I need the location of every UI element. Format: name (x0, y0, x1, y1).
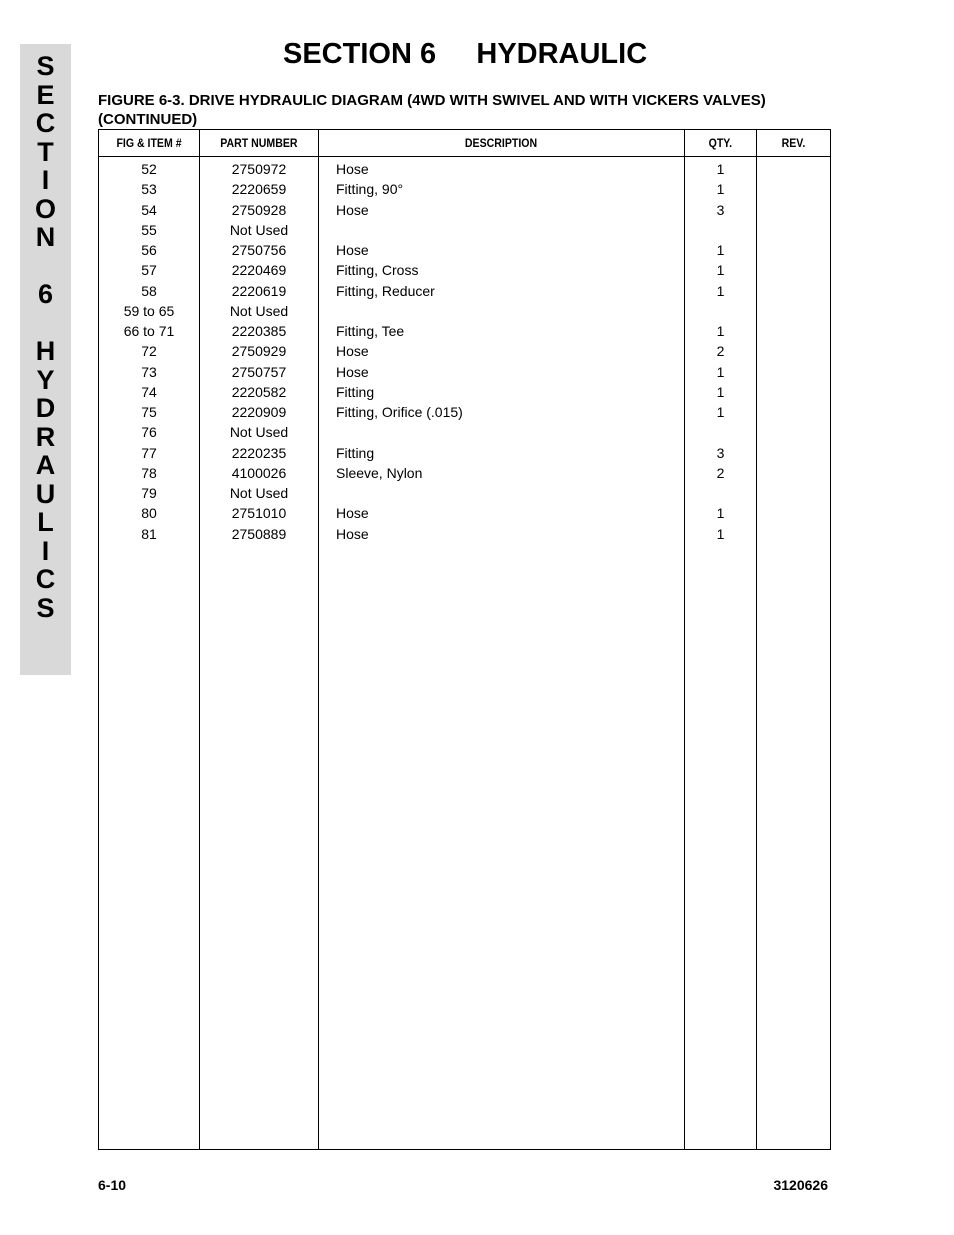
side-tab-letter: A (35, 450, 56, 480)
part-number-cell: Not Used (229, 424, 289, 441)
description-column (319, 157, 685, 1150)
description-cell: Hose (336, 242, 369, 258)
part-number-cell: 2751010 (231, 505, 287, 522)
rev-cell (757, 341, 830, 361)
item-cell: 75 (141, 404, 157, 420)
col-header-description: DESCRIPTION (319, 130, 685, 157)
rev-cell (757, 483, 830, 503)
description-cell (319, 301, 684, 321)
rev-cell (757, 220, 830, 240)
description-cell: Fitting, Cross (336, 262, 419, 279)
rev-cell (757, 402, 830, 422)
qty-cell: 1 (716, 363, 725, 380)
parts-table (98, 129, 831, 1150)
item-cell: 59 to 65 (123, 302, 175, 319)
rev-cell (757, 260, 830, 280)
qty-cell: 1 (716, 181, 725, 198)
side-tab-letter: D (35, 393, 56, 423)
rev-cell (757, 281, 830, 301)
rev-cell (757, 240, 830, 260)
item-cell: 80 (141, 505, 157, 522)
description-cell: Hose (336, 505, 369, 522)
qty-cell: 1 (716, 383, 725, 400)
description-cell: Hose (336, 525, 369, 542)
qty-cell: 1 (716, 282, 725, 299)
rev-cell (757, 503, 830, 523)
qty-cell: 1 (716, 262, 725, 279)
description-cell: Hose (336, 201, 369, 218)
qty-cell: 1 (716, 404, 725, 420)
part-number-cell: 2220619 (231, 282, 287, 299)
description-cell: Hose (336, 343, 369, 360)
rev-cell (757, 362, 830, 382)
side-tab-letter: S (36, 51, 55, 81)
side-tab-letter: I (41, 165, 50, 195)
qty-cell: 3 (716, 444, 725, 461)
qty-cell: 1 (716, 525, 725, 542)
side-tab-letter: H (35, 336, 56, 366)
qty-cell: 1 (716, 242, 725, 258)
description-cell: Fitting, Tee (336, 323, 405, 339)
part-number-cell: Not Used (229, 221, 289, 238)
description-cell (319, 483, 684, 503)
description-cell: Hose (336, 161, 369, 177)
part-number-cell: 2220385 (231, 323, 287, 339)
item-cell: 56 (141, 242, 157, 258)
item-cell: 55 (141, 221, 157, 238)
part-number-cell: 2750929 (231, 343, 287, 360)
qty-cell: 1 (716, 323, 725, 339)
item-cell: 73 (141, 363, 157, 380)
item-cell: 76 (141, 424, 157, 441)
part-number-cell: Not Used (229, 302, 289, 319)
part-number-cell: 2220582 (231, 383, 287, 400)
item-cell: 57 (141, 262, 157, 279)
rev-cell (757, 443, 830, 463)
description-cell: Fitting, Reducer (336, 282, 435, 299)
side-tab-letter: C (35, 564, 56, 594)
col-header-part-number: PART NUMBER (200, 130, 319, 157)
description-cell: Hose (336, 363, 369, 380)
qty-cell (685, 422, 756, 442)
side-tab-letter: 6 (37, 279, 54, 309)
description-cell (319, 422, 684, 442)
part-number-column (200, 157, 319, 1150)
side-tab-letter: T (37, 136, 54, 167)
rev-cell (757, 422, 830, 442)
page-number: 6-10 (98, 1177, 127, 1193)
rev-cell (757, 301, 830, 321)
qty-cell: 3 (716, 201, 725, 218)
part-number-cell: 2220469 (231, 262, 287, 279)
side-tab-letter: S (36, 592, 55, 623)
qty-cell: 1 (716, 161, 725, 177)
item-cell: 54 (141, 201, 157, 218)
section-side-tab (20, 44, 71, 675)
description-cell: Fitting (336, 444, 375, 461)
side-tab-letter: U (35, 478, 56, 509)
side-tab-letter: E (36, 79, 55, 110)
description-cell: Fitting, 90° (336, 181, 404, 198)
qty-cell: 2 (716, 464, 725, 481)
item-cell: 77 (141, 444, 157, 461)
part-number-cell: 2220659 (231, 181, 287, 198)
part-number-cell: 4100026 (231, 464, 287, 481)
qty-column (685, 157, 757, 1150)
part-number-cell: 2750757 (231, 363, 287, 380)
side-tab-letter: Y (36, 364, 55, 395)
rev-cell (757, 159, 830, 179)
figure-title: FIGURE 6-3. DRIVE HYDRAULIC DIAGRAM (4WD WITH SWIVEL AND WITH VICKERS VALVES) (CONTINUED) (98, 92, 766, 128)
rev-cell (757, 179, 830, 199)
side-tab-letter: R (35, 421, 56, 452)
part-number-cell: 2750889 (231, 525, 287, 542)
rev-cell (757, 382, 830, 402)
description-cell: Fitting (336, 383, 375, 400)
rev-cell (757, 200, 830, 220)
item-cell: 72 (141, 343, 157, 360)
part-number-cell: 2750756 (231, 242, 287, 258)
description-cell: Fitting, Orifice (.015) (336, 404, 463, 420)
side-tab-letter: O (34, 193, 56, 224)
qty-cell (685, 220, 756, 240)
part-number-cell: Not Used (229, 485, 289, 501)
item-cell: 53 (141, 181, 157, 198)
side-tab-letter: I (41, 535, 50, 566)
part-number-cell: 2750972 (231, 161, 287, 177)
rev-cell (757, 321, 830, 341)
col-header-qty: QTY. (685, 130, 757, 157)
qty-cell: 1 (716, 505, 725, 522)
side-tab-letters (20, 52, 71, 622)
item-cell: 58 (141, 282, 157, 299)
item-cell: 74 (141, 383, 157, 400)
part-number-cell: 2220909 (231, 404, 287, 420)
qty-cell: 2 (716, 343, 725, 360)
qty-cell (685, 483, 756, 503)
col-header-item: FIG & ITEM # (99, 130, 200, 157)
rev-cell (757, 463, 830, 483)
item-cell: 81 (141, 525, 157, 542)
side-tab-letter: C (35, 108, 56, 138)
description-cell: Sleeve, Nylon (336, 464, 423, 481)
page-title: SECTION 6 HYDRAULIC (283, 38, 648, 70)
part-number-cell: 2750928 (231, 201, 287, 218)
item-cell: 66 to 71 (123, 323, 175, 339)
side-tab-letter: L (37, 507, 54, 537)
description-cell (319, 220, 684, 240)
table-header-row (99, 130, 831, 157)
rev-cell (757, 524, 830, 544)
qty-cell (685, 301, 756, 321)
side-tab-letter: N (35, 222, 56, 252)
rev-column (757, 157, 831, 1150)
document-number: 3120626 (773, 1177, 828, 1193)
item-cell: 52 (141, 161, 157, 177)
item-column (99, 157, 200, 1150)
part-number-cell: 2220235 (231, 444, 287, 461)
item-cell: 78 (141, 464, 157, 481)
item-cell: 79 (141, 485, 157, 501)
col-header-rev: REV. (757, 130, 831, 157)
